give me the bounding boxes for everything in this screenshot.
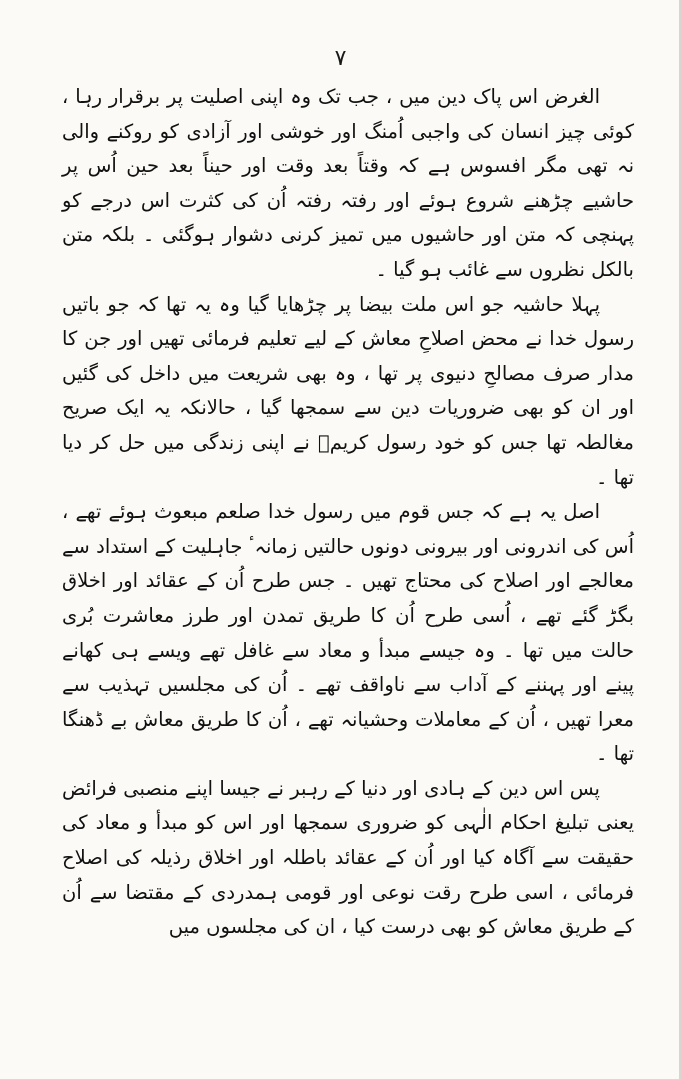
text-line: فرائض یعنی تبلیغ احکام الٰہی کو ضروری سمجھا اور اس کو مبدأ و <box>62 776 635 835</box>
text-line: روکنے والی نہ تھی مگر افسوس ہے کہ وقتاً بعد وقت اور حیناً بعد <box>62 119 634 178</box>
paragraph-3 <box>62 495 634 772</box>
text-line: بے ڈھنگا تھا ۔ <box>62 707 634 766</box>
text-line: رہا ، کوئی چیز انسان کی واجبی اُمنگ اور خوشی اور آزادی کو <box>62 85 635 143</box>
text-line: تھے ، اُس کی اندرونی اور بیرونی دونوں حالتیں زمانہٴ جاہلیت کے استداد <box>62 500 634 558</box>
text-line: پہلا حاشیہ جو اس ملت بیضا پر چڑھایا گیا وہ یہ تھا کہ جو <box>107 292 600 316</box>
text-line: اس درجے کو پہنچی کہ متن اور حاشیوں میں تمیز کرنی دشوار ہوگئی ۔ <box>62 188 634 247</box>
text-line: بلکہ متن بالکل نظروں سے غائب ہو گیا ۔ <box>62 223 634 281</box>
text-line: پس اس دین کے ہادی اور دنیا کے رہبر نے جیسا اپنے منصبی <box>123 776 600 800</box>
paragraph-4 <box>62 772 634 945</box>
text-line: اور جن کا مدار صرف مصالحِ دنیوی پر تھا ، وہ بھی شریعت میں <box>62 327 635 385</box>
text-line: سے اُن کے طریق معاش کو بھی درست کیا ، ان کی مجلسوں میں <box>62 880 634 939</box>
text-line: سے معرا تھیں ، اُن کے معاملات وحشیانہ تھے ، اُن کا طریق معاش <box>62 673 634 731</box>
page-body-text <box>62 80 634 945</box>
text-line: باتیں رسول خدا نے محض اصلاحِ معاش کے لیے تعلیم فرمائی تھیں <box>62 292 634 351</box>
text-line: اصل یہ ہے کہ جس قوم میں رسول خدا صلعم مبعوث ہوئے <box>108 500 600 524</box>
text-line: سے معالجے اور اصلاح کی محتاج تھیں ۔ جس طرح اُن کے عقائد اور <box>62 534 634 593</box>
text-line: حین اُس پر حاشیے چڑھنے شروع ہوئے اور رفتہ رفتہ اُن کی کثرت <box>62 154 635 212</box>
paragraph-1 <box>62 80 634 288</box>
text-line: حالانکہ یہ ایک صریح مغالطہ تھا جس کو خود رسول کریمؐ نے اپنی <box>62 396 635 454</box>
text-line: کھانے پینے اور پہننے کے آداب سے ناواقف تھے ۔ اُن کی مجلسیں تہذیب <box>62 638 634 697</box>
text-line: الغرض اس پاک دین میں ، جب تک وہ اپنی اصلیت پر برقرار <box>108 85 600 108</box>
text-line: زندگی میں حل کر دیا تھا ۔ <box>62 430 634 489</box>
text-line: معاد کی حقیقت سے آگاہ کیا اور اُن کے عقائد باطلہ اور اخلاق رذیلہ <box>62 811 634 870</box>
page-number: ۷ <box>334 46 347 71</box>
paragraph-2 <box>62 288 634 496</box>
text-line: کی اصلاح فرمائی ، اسی طرح رقت نوعی اور قومی ہمدردی کے مقتضا <box>62 846 635 904</box>
text-line: اخلاق بگڑ گئے تھے ، اُسی طرح اُن کا طریق تمدن اور طرز معاشرت <box>62 569 635 627</box>
text-line: داخل کی گئیں اور ان کو بھی ضروریات دین سے سمجھا گیا ، <box>62 361 634 420</box>
text-line: بُری حالت میں تھا ۔ وہ جیسے مبدأ و معاد سے غافل تھے ویسے ہی <box>62 603 635 662</box>
